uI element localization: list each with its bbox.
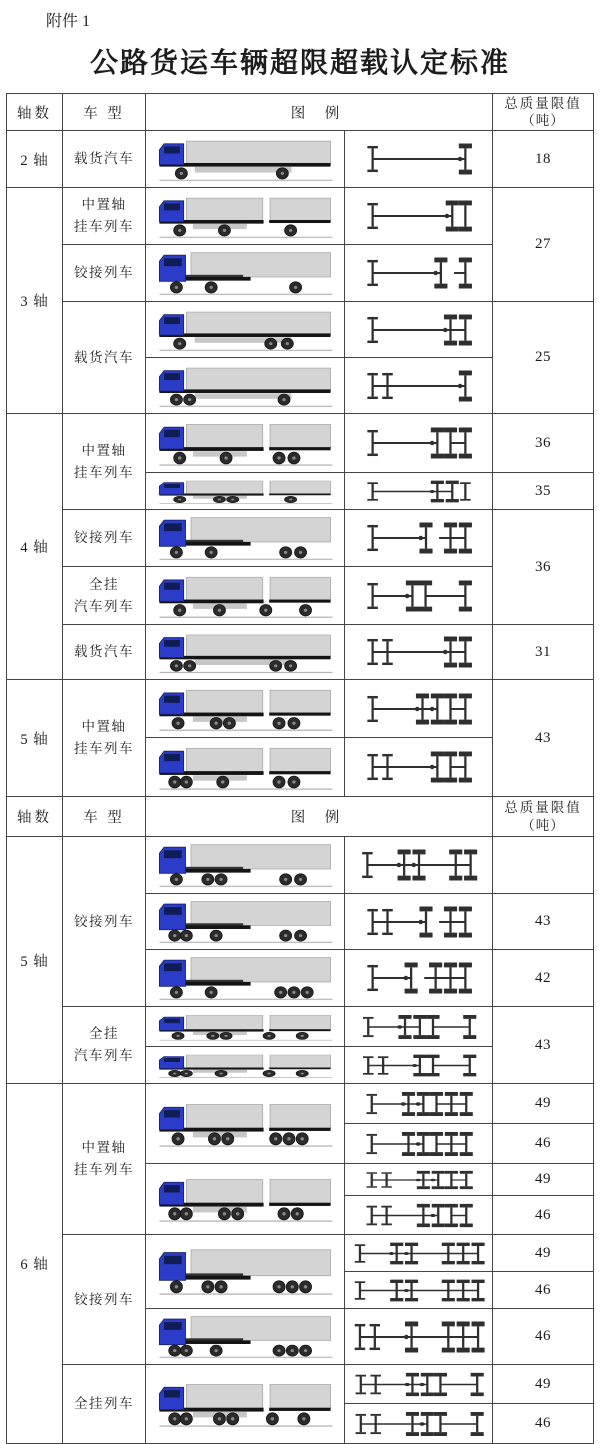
vehicle-illustration-cell — [146, 1164, 345, 1235]
axle-diagram-figure — [349, 516, 489, 560]
axle-count-cell: 2 轴 — [7, 131, 63, 188]
vehicle-type-cell — [63, 1007, 146, 1084]
table-row — [7, 1084, 594, 1124]
mass-limit-cell: 43 — [493, 680, 594, 797]
mass-limit-cell: 49 — [493, 1365, 594, 1404]
table-row — [7, 510, 594, 567]
table-row — [7, 131, 594, 188]
vehicle-type-cell — [63, 837, 146, 1007]
vehicle-type-cell — [63, 625, 146, 680]
axle-diagram-figure — [349, 476, 489, 507]
table-row — [7, 1235, 594, 1272]
mass-limit-cell: 49 — [493, 1084, 594, 1124]
axle-diagram-figure — [349, 421, 489, 465]
header-axle-count: 轴数 — [7, 797, 63, 837]
axle-diagram-figure — [349, 687, 489, 731]
mass-limit-cell: 43 — [493, 1007, 594, 1084]
axle-diagram-cell — [345, 1235, 493, 1272]
axle-diagram-cell — [345, 1196, 493, 1235]
vehicle-type-label: 中置轴 — [81, 719, 127, 735]
vehicle-illustration-cell — [146, 950, 345, 1007]
axle-diagram-figure — [349, 574, 489, 618]
axle-diagram-cell — [345, 1272, 493, 1309]
header-mass-limit-line2: （吨） — [521, 817, 565, 833]
truck-illustration — [152, 363, 338, 409]
vehicle-type-cell — [63, 302, 146, 414]
axle-count-cell: 5 轴 — [7, 680, 63, 797]
axle-diagram-figure — [349, 843, 489, 887]
axle-diagram-figure — [349, 1407, 489, 1441]
axle-count-cell: 5 轴 — [7, 837, 63, 1084]
vehicle-type-label: 全挂列车 — [74, 1396, 134, 1412]
axle-diagram-figure — [349, 956, 489, 1000]
truck-illustration — [152, 572, 338, 620]
table-row — [7, 837, 594, 894]
truck-illustration — [152, 419, 338, 468]
vehicle-illustration-cell — [146, 473, 345, 510]
vehicle-type-label: 铰接列车 — [74, 1291, 134, 1307]
table-header-row — [7, 797, 594, 837]
mass-limit-cell: 43 — [493, 894, 594, 950]
axle-diagram-figure — [349, 1368, 489, 1401]
axle-diagram-cell — [345, 1084, 493, 1124]
vehicle-type-cell — [63, 1084, 146, 1235]
axle-diagram-figure — [349, 1238, 489, 1269]
truck-illustration — [152, 1247, 338, 1297]
axle-diagram-figure — [349, 630, 489, 674]
axle-diagram-figure — [349, 1275, 489, 1306]
vehicle-illustration-cell — [146, 1084, 345, 1164]
vehicle-type-cell — [63, 188, 146, 245]
axle-diagram-cell — [345, 1047, 493, 1084]
axle-diagram-figure — [349, 900, 489, 944]
mass-limit-cell: 35 — [493, 473, 594, 510]
truck-illustration — [152, 685, 338, 733]
axle-diagram-cell — [345, 837, 493, 894]
truck-illustration — [152, 1012, 338, 1042]
vehicle-illustration-cell — [146, 1007, 345, 1047]
mass-limit-cell: 25 — [493, 302, 594, 414]
header-axle-count: 轴数 — [7, 94, 63, 131]
mass-limit-cell: 27 — [493, 188, 594, 302]
axle-diagram-figure — [349, 1315, 489, 1359]
header-vehicle-type: 车 型 — [63, 94, 146, 131]
vehicle-illustration-cell — [146, 1365, 345, 1444]
mass-limit-cell: 46 — [493, 1309, 594, 1365]
axle-diagram-cell — [345, 680, 493, 738]
table-row — [7, 1007, 594, 1047]
header-mass-limit — [493, 94, 594, 131]
truck-illustration — [152, 743, 338, 792]
truck-illustration — [152, 955, 338, 1002]
vehicle-illustration-cell — [146, 738, 345, 797]
header-mass-limit-line1: 总质量限值 — [504, 800, 582, 816]
vehicle-illustration-cell — [146, 1235, 345, 1309]
axle-diagram-cell — [345, 894, 493, 950]
mass-limit-cell: 36 — [493, 510, 594, 625]
truck-illustration — [152, 899, 338, 945]
mass-limit-cell: 46 — [493, 1124, 594, 1164]
truck-illustration — [152, 1099, 338, 1149]
vehicle-type-label: 中置轴 — [81, 197, 127, 213]
vehicle-type-cell — [63, 414, 146, 510]
truck-illustration — [152, 515, 338, 562]
truck-illustration — [152, 193, 338, 240]
axle-diagram-figure — [349, 194, 489, 238]
vehicle-type-label: 全挂 — [89, 1026, 119, 1042]
mass-limit-cell: 49 — [493, 1235, 594, 1272]
vehicle-type-label: 载货汽车 — [74, 151, 134, 167]
axle-diagram-figure — [349, 308, 489, 352]
header-mass-limit-line2: （吨） — [521, 113, 565, 129]
axle-diagram-cell — [345, 131, 493, 188]
vehicle-illustration-cell — [146, 358, 345, 414]
axle-diagram-figure — [349, 1167, 489, 1193]
header-mass-limit — [493, 797, 594, 837]
mass-limit-cell: 31 — [493, 625, 594, 680]
axle-diagram-cell — [345, 625, 493, 680]
axle-diagram-cell — [345, 414, 493, 473]
vehicle-type-cell — [63, 510, 146, 567]
attachment-label: 附件 1 — [46, 13, 91, 30]
standards-table-body — [7, 94, 594, 1444]
table-row — [7, 625, 594, 680]
axle-diagram-cell — [345, 1164, 493, 1196]
vehicle-type-label: 中置轴 — [81, 442, 127, 458]
vehicle-type-label: 汽车列车 — [74, 598, 134, 614]
vehicle-type-label: 挂车列车 — [74, 464, 134, 480]
axle-diagram-figure — [349, 251, 489, 295]
axle-diagram-figure — [349, 1050, 489, 1081]
axle-diagram-cell — [345, 358, 493, 414]
mass-limit-cell: 18 — [493, 131, 594, 188]
standards-table — [6, 93, 594, 1444]
mass-limit-cell: 46 — [493, 1196, 594, 1235]
axle-diagram-figure — [349, 1199, 489, 1232]
vehicle-illustration-cell — [146, 131, 345, 188]
axle-diagram-figure — [349, 364, 489, 408]
axle-count-cell: 3 轴 — [7, 188, 63, 414]
vehicle-illustration-cell — [146, 414, 345, 473]
vehicle-type-cell — [63, 567, 146, 625]
truck-illustration — [152, 307, 338, 353]
vehicle-illustration-cell — [146, 1309, 345, 1365]
table-row — [7, 1365, 594, 1404]
truck-illustration — [152, 136, 338, 183]
truck-illustration — [152, 1314, 338, 1360]
table-row — [7, 414, 594, 473]
axle-diagram-cell — [345, 245, 493, 302]
axle-diagram-figure — [349, 1010, 489, 1044]
vehicle-type-label: 铰接列车 — [74, 913, 134, 929]
vehicle-illustration-cell — [146, 567, 345, 625]
axle-diagram-cell — [345, 188, 493, 245]
axle-diagram-cell — [345, 1007, 493, 1047]
axle-count-cell: 4 轴 — [7, 414, 63, 680]
axle-diagram-cell — [345, 738, 493, 797]
vehicle-type-cell — [63, 131, 146, 188]
vehicle-type-label: 挂车列车 — [74, 219, 134, 234]
vehicle-type-cell — [63, 1235, 146, 1365]
table-header-row — [7, 94, 594, 131]
vehicle-type-cell — [63, 1365, 146, 1444]
axle-diagram-cell — [345, 302, 493, 358]
axle-diagram-figure — [349, 1127, 489, 1161]
axle-diagram-figure — [349, 745, 489, 789]
axle-count-cell: 6 轴 — [7, 1084, 63, 1444]
vehicle-illustration-cell — [146, 1047, 345, 1084]
axle-diagram-figure — [349, 1087, 489, 1121]
axle-diagram-figure — [349, 137, 489, 181]
vehicle-type-label: 载货汽车 — [74, 644, 134, 660]
table-row — [7, 302, 594, 358]
vehicle-illustration-cell — [146, 188, 345, 245]
mass-limit-cell: 36 — [493, 414, 594, 473]
vehicle-type-label: 汽车列车 — [74, 1048, 134, 1063]
vehicle-illustration-cell — [146, 302, 345, 358]
vehicle-illustration-cell — [146, 680, 345, 738]
page-title: 公路货运车辆超限超载认定标准 — [89, 48, 510, 79]
header-vehicle-type: 车 型 — [63, 797, 146, 837]
vehicle-type-label: 中置轴 — [81, 1140, 127, 1156]
axle-diagram-cell — [345, 510, 493, 567]
axle-diagram-cell — [345, 567, 493, 625]
header-legend: 图 例 — [146, 797, 493, 837]
truck-illustration — [152, 842, 338, 889]
truck-illustration — [152, 250, 338, 297]
vehicle-type-label: 铰接列车 — [74, 265, 134, 281]
vehicle-illustration-cell — [146, 894, 345, 950]
header-legend: 图 例 — [146, 94, 493, 131]
mass-limit-cell — [493, 837, 594, 894]
axle-diagram-cell — [345, 473, 493, 510]
axle-diagram-cell — [345, 1309, 493, 1365]
axle-diagram-cell — [345, 950, 493, 1007]
header-mass-limit-line1: 总质量限值 — [504, 95, 582, 111]
mass-limit-cell: 42 — [493, 950, 594, 1007]
mass-limit-cell: 49 — [493, 1164, 594, 1196]
vehicle-type-label: 挂车列车 — [74, 741, 134, 756]
axle-diagram-cell — [345, 1365, 493, 1404]
truck-illustration — [152, 1052, 338, 1079]
truck-illustration — [152, 1174, 338, 1224]
truck-illustration — [152, 478, 338, 505]
mass-limit-cell: 46 — [493, 1272, 594, 1309]
table-row — [7, 680, 594, 738]
vehicle-illustration-cell — [146, 245, 345, 302]
mass-limit-cell: 46 — [493, 1404, 594, 1444]
vehicle-type-cell — [63, 245, 146, 302]
vehicle-illustration-cell — [146, 625, 345, 680]
vehicle-type-label: 全挂 — [89, 576, 119, 592]
vehicle-type-label: 载货汽车 — [74, 349, 134, 365]
vehicle-type-label: 铰接列车 — [74, 530, 134, 546]
vehicle-illustration-cell — [146, 510, 345, 567]
truck-illustration — [152, 630, 338, 675]
vehicle-illustration-cell — [146, 837, 345, 894]
truck-illustration — [152, 1379, 338, 1429]
vehicle-type-label: 挂车列车 — [74, 1162, 134, 1177]
table-row — [7, 188, 594, 245]
vehicle-type-cell — [63, 680, 146, 797]
axle-diagram-cell — [345, 1124, 493, 1164]
